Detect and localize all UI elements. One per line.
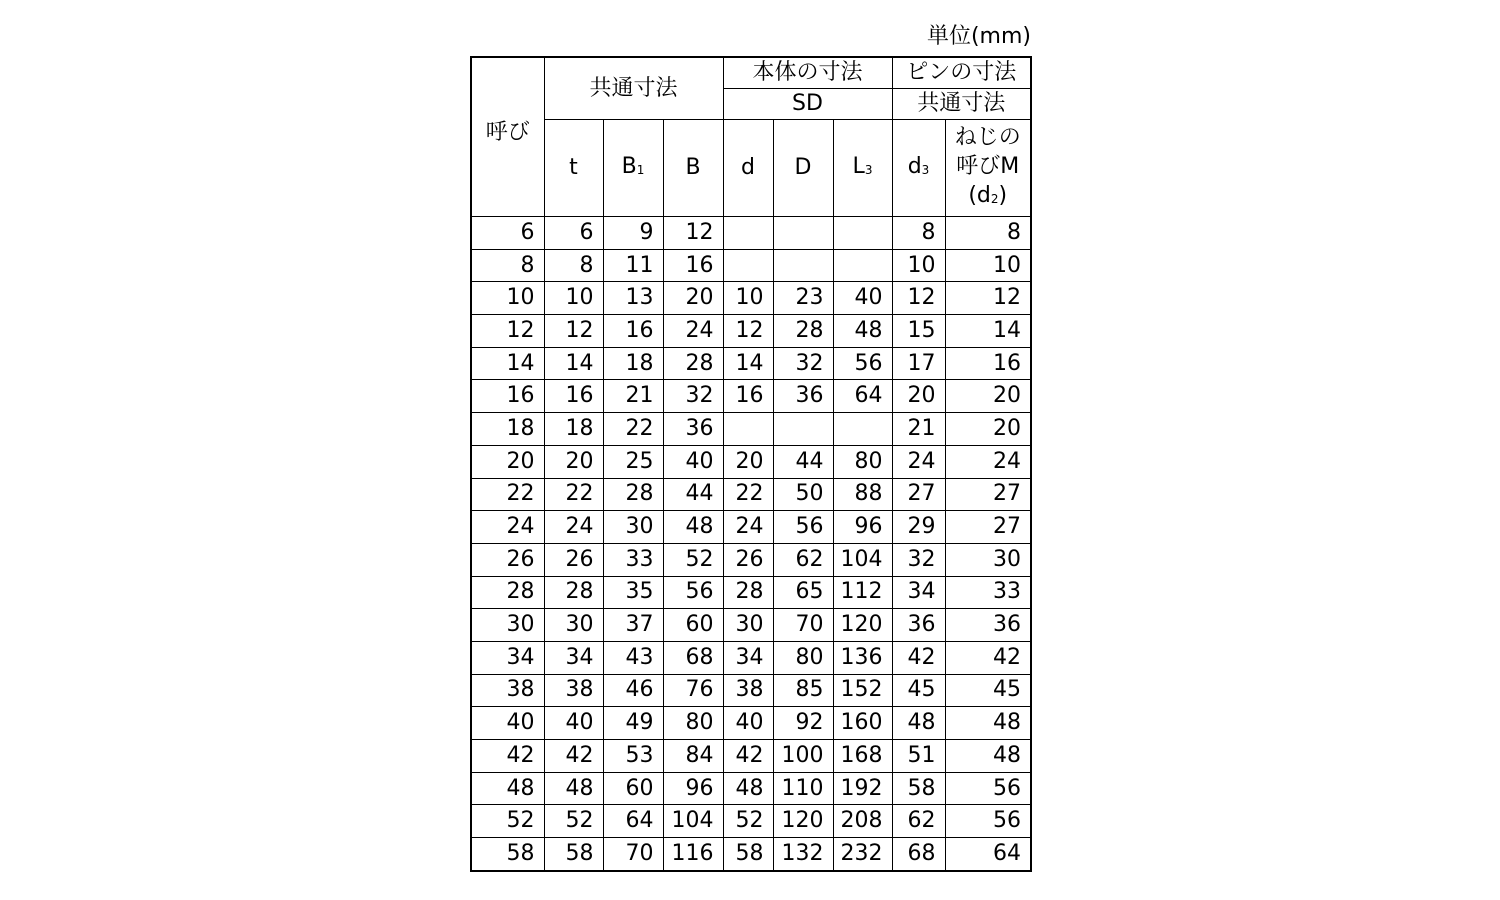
cell-b: 68 — [663, 641, 723, 674]
table-row — [471, 838, 1031, 871]
cell-l3 — [833, 217, 892, 250]
cell-yobi: 30 — [471, 609, 544, 642]
cell-l3: 96 — [833, 511, 892, 544]
cell-yobi: 16 — [471, 380, 544, 413]
cell-d3: 34 — [892, 576, 945, 609]
cell-d3: 15 — [892, 315, 945, 348]
cell-b: 20 — [663, 282, 723, 315]
cell-yobi: 40 — [471, 707, 544, 740]
cell-b: 60 — [663, 609, 723, 642]
cell-d: 24 — [723, 511, 773, 544]
cell-D: 23 — [773, 282, 833, 315]
cell-yobi: 42 — [471, 740, 544, 773]
header-b1 — [603, 120, 663, 217]
cell-t: 52 — [544, 805, 603, 838]
cell-t: 16 — [544, 380, 603, 413]
cell-t: 18 — [544, 413, 603, 446]
cell-D: 100 — [773, 740, 833, 773]
cell-l3: 40 — [833, 282, 892, 315]
cell-t: 26 — [544, 543, 603, 576]
table-row — [471, 511, 1031, 544]
cell-D: 80 — [773, 641, 833, 674]
header-thread-m — [945, 120, 1031, 217]
cell-b1: 49 — [603, 707, 663, 740]
cell-b: 44 — [663, 478, 723, 511]
cell-d: 28 — [723, 576, 773, 609]
cell-b: 12 — [663, 217, 723, 250]
cell-d3: 27 — [892, 478, 945, 511]
cell-D: 132 — [773, 838, 833, 871]
cell-m: 30 — [945, 543, 1031, 576]
header-l3 — [833, 120, 892, 217]
cell-l3: 152 — [833, 674, 892, 707]
cell-l3: 232 — [833, 838, 892, 871]
header-row-3 — [471, 120, 1031, 217]
cell-m: 27 — [945, 511, 1031, 544]
cell-yobi: 6 — [471, 217, 544, 250]
table-row — [471, 282, 1031, 315]
cell-d3: 45 — [892, 674, 945, 707]
cell-t: 34 — [544, 641, 603, 674]
cell-b1: 18 — [603, 347, 663, 380]
header-l3-main: L — [852, 153, 865, 179]
cell-b1: 21 — [603, 380, 663, 413]
cell-m: 33 — [945, 576, 1031, 609]
cell-m: 14 — [945, 315, 1031, 348]
cell-m: 8 — [945, 217, 1031, 250]
cell-d: 30 — [723, 609, 773, 642]
cell-b1: 16 — [603, 315, 663, 348]
header-b1-main: B — [621, 153, 637, 179]
cell-l3: 88 — [833, 478, 892, 511]
cell-d3: 42 — [892, 641, 945, 674]
table-row — [471, 315, 1031, 348]
cell-b1: 13 — [603, 282, 663, 315]
cell-t: 40 — [544, 707, 603, 740]
table-row — [471, 380, 1031, 413]
cell-d3: 12 — [892, 282, 945, 315]
cell-b: 80 — [663, 707, 723, 740]
header-thread-line3-sub: 2 — [990, 191, 999, 206]
cell-d: 34 — [723, 641, 773, 674]
cell-d3: 51 — [892, 740, 945, 773]
cell-d: 16 — [723, 380, 773, 413]
cell-d: 48 — [723, 772, 773, 805]
cell-D: 110 — [773, 772, 833, 805]
cell-D: 62 — [773, 543, 833, 576]
cell-l3: 104 — [833, 543, 892, 576]
cell-d3: 8 — [892, 217, 945, 250]
cell-D: 120 — [773, 805, 833, 838]
header-D: D — [773, 120, 833, 217]
cell-m: 36 — [945, 609, 1031, 642]
cell-t: 14 — [544, 347, 603, 380]
cell-d: 26 — [723, 543, 773, 576]
cell-l3: 168 — [833, 740, 892, 773]
table-row — [471, 740, 1031, 773]
cell-yobi: 34 — [471, 641, 544, 674]
cell-t: 24 — [544, 511, 603, 544]
header-b1-sub: 1 — [636, 162, 645, 177]
cell-b1: 64 — [603, 805, 663, 838]
cell-yobi: 52 — [471, 805, 544, 838]
cell-l3: 160 — [833, 707, 892, 740]
header-d3-sub: 3 — [921, 162, 930, 177]
cell-b: 96 — [663, 772, 723, 805]
cell-b1: 9 — [603, 217, 663, 250]
header-d3 — [892, 120, 945, 217]
cell-l3: 56 — [833, 347, 892, 380]
cell-b1: 43 — [603, 641, 663, 674]
cell-l3: 120 — [833, 609, 892, 642]
cell-t: 58 — [544, 838, 603, 871]
header-sd: SD — [723, 89, 892, 120]
cell-t: 20 — [544, 445, 603, 478]
cell-b: 40 — [663, 445, 723, 478]
cell-D: 28 — [773, 315, 833, 348]
cell-l3: 80 — [833, 445, 892, 478]
cell-t: 38 — [544, 674, 603, 707]
cell-yobi: 26 — [471, 543, 544, 576]
header-d3-main: d — [907, 153, 922, 179]
cell-d3: 21 — [892, 413, 945, 446]
header-thread-line3 — [946, 181, 1031, 214]
cell-m: 20 — [945, 413, 1031, 446]
cell-d: 22 — [723, 478, 773, 511]
cell-b1: 53 — [603, 740, 663, 773]
cell-m: 56 — [945, 772, 1031, 805]
cell-m: 64 — [945, 838, 1031, 871]
header-thread-line2: 呼びM — [956, 153, 1020, 179]
table-row — [471, 707, 1031, 740]
cell-yobi: 8 — [471, 249, 544, 282]
cell-l3: 112 — [833, 576, 892, 609]
table-row — [471, 478, 1031, 511]
unit-label: 単位(mm) — [926, 24, 1031, 49]
cell-m: 24 — [945, 445, 1031, 478]
cell-D: 70 — [773, 609, 833, 642]
cell-d3: 10 — [892, 249, 945, 282]
cell-d: 42 — [723, 740, 773, 773]
cell-d3: 36 — [892, 609, 945, 642]
cell-m: 12 — [945, 282, 1031, 315]
cell-yobi: 20 — [471, 445, 544, 478]
cell-l3 — [833, 413, 892, 446]
cell-l3: 64 — [833, 380, 892, 413]
cell-b1: 25 — [603, 445, 663, 478]
header-pin-common: 共通寸法 — [892, 89, 1031, 120]
cell-b: 32 — [663, 380, 723, 413]
cell-yobi: 14 — [471, 347, 544, 380]
header-thread-line3-post: ) — [998, 182, 1008, 208]
cell-t: 12 — [544, 315, 603, 348]
cell-d3: 48 — [892, 707, 945, 740]
header-thread-line1: ねじの — [954, 124, 1021, 150]
table-row — [471, 249, 1031, 282]
cell-b1: 70 — [603, 838, 663, 871]
cell-m: 48 — [945, 707, 1031, 740]
cell-d — [723, 217, 773, 250]
cell-t: 48 — [544, 772, 603, 805]
cell-b: 48 — [663, 511, 723, 544]
cell-b: 84 — [663, 740, 723, 773]
table-row — [471, 641, 1031, 674]
cell-d: 10 — [723, 282, 773, 315]
cell-b: 52 — [663, 543, 723, 576]
cell-b1: 11 — [603, 249, 663, 282]
table-row — [471, 217, 1031, 250]
dimension-table — [470, 56, 1032, 872]
cell-t: 10 — [544, 282, 603, 315]
cell-l3: 48 — [833, 315, 892, 348]
table-row — [471, 543, 1031, 576]
cell-t: 28 — [544, 576, 603, 609]
cell-b1: 37 — [603, 609, 663, 642]
cell-D: 44 — [773, 445, 833, 478]
cell-t: 8 — [544, 249, 603, 282]
cell-yobi: 10 — [471, 282, 544, 315]
cell-d: 40 — [723, 707, 773, 740]
cell-d3: 32 — [892, 543, 945, 576]
cell-t: 22 — [544, 478, 603, 511]
cell-yobi: 24 — [471, 511, 544, 544]
table-row — [471, 674, 1031, 707]
cell-m: 20 — [945, 380, 1031, 413]
cell-d3: 58 — [892, 772, 945, 805]
cell-t: 30 — [544, 609, 603, 642]
cell-D: 85 — [773, 674, 833, 707]
cell-D: 50 — [773, 478, 833, 511]
cell-b: 36 — [663, 413, 723, 446]
header-d: d — [723, 120, 773, 217]
cell-d — [723, 249, 773, 282]
cell-m: 16 — [945, 347, 1031, 380]
cell-b1: 22 — [603, 413, 663, 446]
cell-b: 56 — [663, 576, 723, 609]
cell-t: 6 — [544, 217, 603, 250]
cell-yobi: 22 — [471, 478, 544, 511]
cell-l3 — [833, 249, 892, 282]
cell-b: 28 — [663, 347, 723, 380]
table-row — [471, 805, 1031, 838]
header-yobi: 呼び — [471, 57, 544, 217]
cell-b: 104 — [663, 805, 723, 838]
cell-b1: 30 — [603, 511, 663, 544]
cell-yobi: 18 — [471, 413, 544, 446]
cell-d: 14 — [723, 347, 773, 380]
cell-m: 27 — [945, 478, 1031, 511]
cell-l3: 192 — [833, 772, 892, 805]
cell-t: 42 — [544, 740, 603, 773]
cell-b1: 28 — [603, 478, 663, 511]
cell-yobi: 48 — [471, 772, 544, 805]
cell-D: 36 — [773, 380, 833, 413]
cell-m: 10 — [945, 249, 1031, 282]
cell-D: 92 — [773, 707, 833, 740]
header-pin-dims: ピンの寸法 — [892, 57, 1031, 89]
cell-d: 12 — [723, 315, 773, 348]
header-thread-line3-pre: (d — [968, 182, 991, 208]
cell-yobi: 58 — [471, 838, 544, 871]
table-body — [471, 217, 1031, 871]
cell-b: 24 — [663, 315, 723, 348]
cell-D — [773, 249, 833, 282]
cell-d: 38 — [723, 674, 773, 707]
table-row — [471, 445, 1031, 478]
header-l3-sub: 3 — [864, 162, 873, 177]
cell-d3: 20 — [892, 380, 945, 413]
cell-d3: 62 — [892, 805, 945, 838]
cell-yobi: 38 — [471, 674, 544, 707]
header-b: B — [663, 120, 723, 217]
table-row — [471, 576, 1031, 609]
cell-D — [773, 217, 833, 250]
cell-d3: 24 — [892, 445, 945, 478]
cell-d: 58 — [723, 838, 773, 871]
table-row — [471, 347, 1031, 380]
cell-D: 32 — [773, 347, 833, 380]
cell-d: 20 — [723, 445, 773, 478]
cell-D — [773, 413, 833, 446]
cell-D: 56 — [773, 511, 833, 544]
cell-b: 16 — [663, 249, 723, 282]
header-t: t — [544, 120, 603, 217]
cell-b1: 46 — [603, 674, 663, 707]
cell-d3: 29 — [892, 511, 945, 544]
cell-d: 52 — [723, 805, 773, 838]
cell-b1: 33 — [603, 543, 663, 576]
table-row — [471, 413, 1031, 446]
cell-l3: 136 — [833, 641, 892, 674]
cell-d — [723, 413, 773, 446]
header-body-dims: 本体の寸法 — [723, 57, 892, 89]
header-common-dims: 共通寸法 — [544, 57, 723, 120]
header-row-1 — [471, 57, 1031, 89]
cell-b: 76 — [663, 674, 723, 707]
cell-yobi: 12 — [471, 315, 544, 348]
table-row — [471, 609, 1031, 642]
cell-d3: 68 — [892, 838, 945, 871]
cell-D: 65 — [773, 576, 833, 609]
cell-b1: 60 — [603, 772, 663, 805]
cell-m: 56 — [945, 805, 1031, 838]
cell-l3: 208 — [833, 805, 892, 838]
cell-b: 116 — [663, 838, 723, 871]
cell-b1: 35 — [603, 576, 663, 609]
cell-d3: 17 — [892, 347, 945, 380]
cell-yobi: 28 — [471, 576, 544, 609]
cell-m: 45 — [945, 674, 1031, 707]
table-row — [471, 772, 1031, 805]
cell-m: 48 — [945, 740, 1031, 773]
cell-m: 42 — [945, 641, 1031, 674]
